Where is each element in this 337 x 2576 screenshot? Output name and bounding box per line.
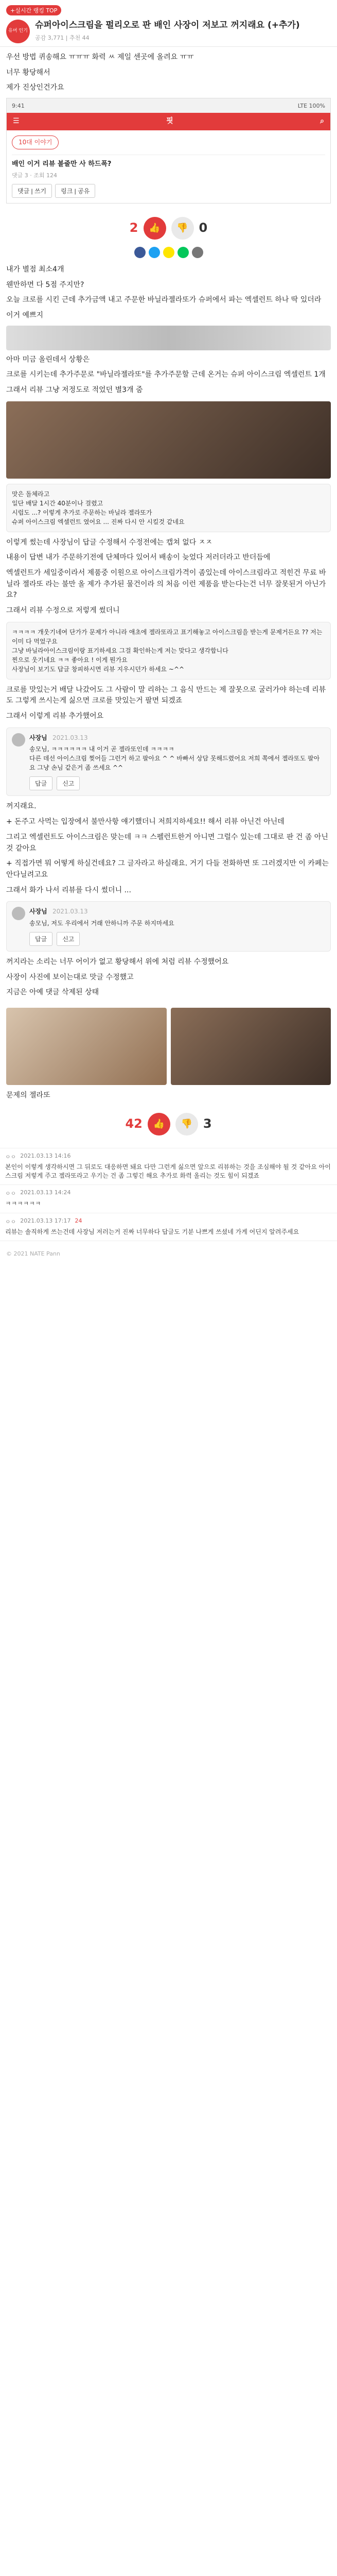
link-icon[interactable] — [192, 247, 203, 258]
intro-line: 너무 황당해서 — [6, 68, 50, 77]
downvote-count: 3 — [203, 1116, 212, 1131]
avatar — [12, 907, 25, 920]
body-line: 내가 별점 최소4개 — [6, 265, 64, 274]
comment-text: 리뷰는 솔직하게 쓰는건데 사장님 저러는거 진짜 너무하다 답글도 기분 나쁘게 쓰셨네 가게 어딘지 알려주세요 — [5, 1228, 299, 1235]
intro-line: 우선 방법 퀴송해요 ㅠㅠㅠ 화력 ㅆ 제일 센곳에 올려요 ㅠㅠ — [6, 53, 194, 61]
twitter-icon[interactable] — [149, 247, 160, 258]
owner-comment-box — [6, 727, 331, 796]
post-title: 슈퍼아이스크림을 펄리오로 판 배인 사장이 저보고 꺼지래요 (+추가) — [35, 20, 300, 30]
comment-date: 2021.03.13 17:17 — [20, 1217, 71, 1224]
comment-likes: 24 — [75, 1217, 82, 1224]
owner-comment-text: 송모님, 저도 우리에서 거래 안하니까 주문 하지마세요 — [29, 919, 174, 927]
body-line: 꺼지라는 소리는 너무 어이가 없고 황당해서 위에 처럼 리뷰 수정했어요 — [6, 957, 229, 966]
comments-section — [0, 1148, 337, 1242]
downvote-count: 0 — [199, 221, 208, 235]
body-line: 오늘 크로를 시킨 근데 추가금액 내고 주문한 바닐라젤라또가 슈퍼에서 파는 엑셀런트 하나 딱 있더라 — [6, 296, 322, 304]
body-line: 크로를 맛있는거 배달 나갔어도 그 사람이 말 리하는 그 음식 만드는 제 잘못으로 굴러가야 하는데 리뷰도 그렇게 쓰시는게 싫으면 크로를 맛있는거 팔면 되겠죠 — [6, 685, 326, 705]
comment-author[interactable]: ㅇㅇ — [5, 1153, 16, 1160]
body-line: 이렇게 썼는데 사장님이 답글 수정해서 수정전에는 캡쳐 없다 ㅈㅈ — [6, 538, 212, 547]
body-line: 그래서 화가 나서 리뷰를 다시 썼더니 ... — [6, 886, 131, 894]
vote-area-bottom — [6, 1106, 331, 1143]
app-post-title: 배인 이거 리뷰 볼줄만 사 하드폭? — [12, 160, 112, 168]
review-box — [6, 484, 331, 532]
body-line: 웬만하면 다 5점 주지만? — [6, 280, 84, 289]
report-button[interactable]: 신고 — [57, 776, 80, 790]
body-line: 지금은 아예 댓글 삭제된 상태 — [6, 988, 99, 997]
owner-comment-box — [6, 901, 331, 952]
thumbs-up-icon[interactable]: 👍 — [144, 217, 166, 240]
thumbs-down-icon[interactable]: 👎 — [175, 1113, 198, 1136]
comment-date: 2021.03.13 14:24 — [20, 1189, 71, 1196]
status-right: LTE 100% — [297, 102, 325, 109]
comment-author[interactable]: ㅇㅇ — [5, 1218, 16, 1225]
owner-date: 2021.03.13 — [52, 734, 88, 741]
report-button[interactable]: 신고 — [57, 932, 80, 946]
gelato-photo — [171, 1008, 331, 1085]
review-text: 맛은 돌체라고 일단 배달 1시간 40분이나 걸렸고 시럽도 ...? 이렇게 추가로 주문하는 바닐라 젤라또가 슈퍼 아이스크림 엑셀런트 였어요 ... 진짜 다시 안 시킬것 같네요 — [12, 490, 185, 526]
upvote-count: 2 — [129, 221, 138, 235]
kakao-icon[interactable] — [163, 247, 174, 258]
intro-line: 제가 진상인건가요 — [6, 83, 64, 92]
body-line: 크로를 시키는데 추가주문로 "바닐라젤라또"를 추가주문할 근데 온거는 슈퍼 아이스크림 엑셀런트 1개 — [6, 370, 326, 379]
comment-item — [0, 1213, 337, 1241]
reply-button[interactable]: 답글 — [29, 776, 52, 790]
body-line: 그래서 리뷰 그냥 저정도로 적었던 별3개 줌 — [6, 385, 143, 394]
reply-box — [6, 622, 331, 680]
separator-image — [6, 326, 331, 350]
realtime-ranking-badge[interactable]: +실시간 랭킹 TOP — [6, 5, 61, 15]
vote-area — [6, 210, 331, 247]
small-line: 그래서 이렇게 리뷰 추가했어요 — [6, 712, 104, 721]
reply-button[interactable]: 댓글 | 쓰기 — [12, 184, 52, 198]
upvote-count: 42 — [125, 1116, 143, 1131]
body-line: + 직접가면 뭐 어떻게 하실건데요? 그 글자라고 하실래요. 거기 다들 전화하면 또 그러겠지만 이 카페는 안다닐려고요 — [6, 859, 331, 879]
body-line: 엑셀런트가 세일중이라서 제품중 이원으로 아이스크림가격이 좀있는데 아이스크림라고 적힌건 무료 바닐라 젤라또 라는 불만 올 제가 추가된 물건이라 의 처음 이런 제품을 받는다는건 너무 잘못된거 아닌가요? — [6, 569, 326, 600]
comment-text: 본인이 이렇게 생각하시면 그 뒤로도 대응하면 돼요 다만 그런게 싫으면 앞으로 리뷰하는 것을 조심해야 될 것 같아요 아이스크림 저렇게 주고 젤라또라고 우기는 건 좀 그렇긴 해요 추가로 화력 올리는 것도 힘이 되겠죠 — [5, 1163, 331, 1179]
body-line: 그리고 엑셀런트도 아이스크림은 맞는데 ㅋㅋ 스펠런트한거 아니면 그럴수 있는데 그대로 판 건 좀 아닌것 같아요 — [6, 833, 328, 853]
comment-item — [0, 1185, 337, 1213]
owner-date: 2021.03.13 — [52, 908, 88, 916]
post-header — [0, 0, 337, 47]
body-line: + 돈주고 사먹는 입장에서 불만사항 얘기했더니 저희지하세요!! 해서 리뷰 아닌건 아닌데 — [6, 818, 285, 826]
product-photo — [6, 1008, 167, 1085]
tab-10s[interactable]: 10대 이야기 — [12, 135, 59, 149]
app-post-meta: 댓글 3 · 조회 124 — [12, 172, 57, 179]
post-meta: 공감 3,771 | 추천 44 — [35, 34, 90, 41]
thumbs-up-icon[interactable]: 👍 — [148, 1113, 170, 1136]
share-button[interactable]: 링크 | 공유 — [55, 184, 95, 198]
caption: 문제의 젤라또 — [6, 1091, 50, 1099]
body-line: 내용이 답변 내가 주문하기전에 단체마다 있어서 배송이 늦었다 저러더라고 반더듬에 — [6, 553, 271, 562]
app-nav — [7, 113, 330, 130]
facebook-icon[interactable] — [134, 247, 146, 258]
reply-button[interactable]: 답글 — [29, 932, 52, 946]
body-line: 이거 예쁘지 — [6, 311, 44, 319]
body-line: 아마 미금 올린데서 상황은 — [6, 355, 90, 364]
avatar — [12, 733, 25, 747]
body-line: 그래서 리뷰 수정으로 저렇게 썼더니 — [6, 606, 120, 615]
board-logo: 유머 인기 — [6, 20, 30, 43]
owner-name: 사장님 — [29, 908, 47, 916]
app-title: 핏 — [166, 117, 173, 126]
footer: © 2021 NATE Pann — [6, 1250, 60, 1258]
search-icon[interactable]: ⌕ — [320, 117, 324, 126]
app-post-card[interactable] — [12, 155, 325, 198]
comment-item — [0, 1148, 337, 1185]
comment-date: 2021.03.13 14:16 — [20, 1152, 71, 1159]
menu-icon[interactable]: ☰ — [13, 117, 20, 126]
comment-text: ㅋㅋㅋㅋㅋㅋ — [5, 1200, 41, 1208]
reply-text: ㅋㅋㅋㅋ 개웃기네여 단가가 문제가 아니라 애초에 젤라또라고 표기해놓고 아이스크림을 받는게 문제거든요 ?? 저는 이미 다 먹었구요 그냥 바닐라아이스크림이랑 표기하세요 그걸 확인하는게 저는 맞다고 생각합니다 찐으로 웃기네요 ㅋㅋ 좋아요 ! 이게 뭔가요 사장님이 보기도 답글 창피하시면 리뷰 지우시던가 하세요 ~^^ — [12, 628, 323, 673]
share-icons — [6, 247, 331, 264]
status-time: 9:41 — [12, 102, 25, 109]
naver-icon[interactable] — [178, 247, 189, 258]
screenshot-app — [6, 98, 331, 204]
comment-author[interactable]: ㅇㅇ — [5, 1190, 16, 1197]
body-line: 꺼지래요. — [6, 802, 37, 811]
body-line: 사장이 사진에 보이는대로 맛글 수정했고 — [6, 973, 134, 981]
food-photo — [6, 401, 331, 479]
owner-comment-text: 송모님, ㅋㅋㅋㅋㅋㅋ 내 이거 곧 젤라또인데 ㅋㅋㅋㅋ 다른 데선 아이스크림 찢어들 그런거 하고 팔아요 ^ ^ 바빠서 상담 못해드렸어요 저희 쪽에서 젤라또도 팔아요 그냥 손님 같은거 좀 쓰세요 ^^ — [29, 745, 320, 772]
thumbs-down-icon[interactable]: 👎 — [171, 217, 194, 240]
owner-name: 사장님 — [29, 734, 47, 741]
